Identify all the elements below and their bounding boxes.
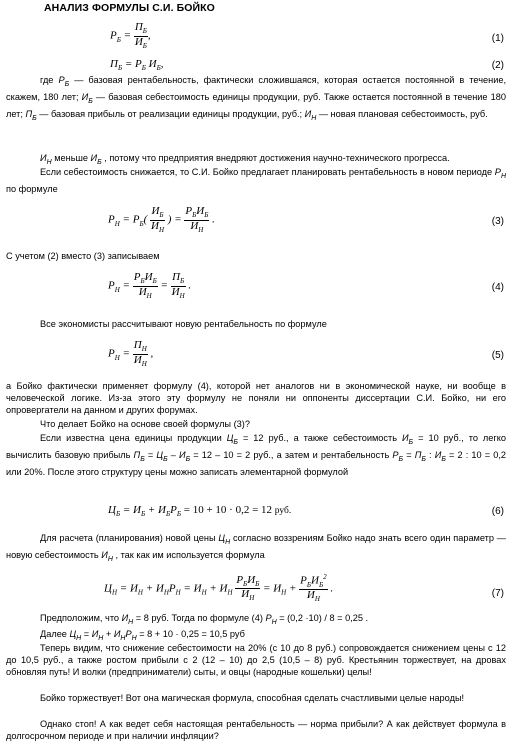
paragraph-14: Однако стоп! А как ведет себя настоящая рентабельность — норма прибыли? А как действует формула в долгосрочном периоде и при наличии инфляции? — [6, 719, 506, 742]
page-title: АНАЛИЗ ФОРМУЛЫ С.И. БОЙКО — [44, 2, 215, 14]
paragraph-10: Предположим, что $И_Н = 8$ руб. Тогда по формуле (4) $Р_Н = (0,2 \cdot 10) / 8 = 0,25$ . — [40, 613, 369, 626]
paragraph-9: Для расчета (планирования) новой цены $Ц_Н$ согласно воззрениям Бойко надо знать всего один параметр — новую себестоимость $И_Н$ , так как им используется формула — [6, 533, 506, 563]
formula-4: $P_Н$ = $\frac{P_БИ_Б}{И_Н}$ = $\frac{П_Б}{И_Н}$ . — [108, 271, 192, 300]
eq-number-5: (5) — [491, 350, 504, 361]
paragraph-11: Далее $Ц_Н = И_Н + И_НР_Н = 8 + 10 \cdot 0,25 = 10,5$ руб — [40, 629, 245, 642]
paragraph-definitions: где $Р_Б$ — базовая рентабельность, фактически сложившаяся, которая остается постоянной в течение, скажем, 180 лет; $И_Б$ — базовая себестоимость единицы продукции, руб. Также остается постоянной в течение 180 лет; $П_Б$ — базовая прибыль от реализации единицы продукции, руб.; $И_Н$ — новая плановая себестоимость, руб. — [6, 75, 506, 122]
formula-2: $П_Б = Р_Б$ $И_Б$, — [110, 58, 164, 73]
paragraph-4: С учетом (2) вместо (3) записываем — [6, 251, 160, 261]
eq-number-3: (3) — [491, 216, 504, 227]
eq-number-7: (7) — [491, 588, 504, 599]
paragraph-8: Если известна цена единицы продукции $Ц_Б = 12$ руб., а также себестоимость $И_Б = 10$ руб., то легко вычислить базовую прибыль $П_Б = Ц_Б - И_Б = 12 - 10 = 2$ руб., а затем и рентабельность $Р_Б = П_Б$ : $И_Б = 2$ : 10 = 0,2 или 20%. После этого структуру цены можно записать элементарной формулой — [6, 433, 507, 478]
formula-6: $Ц_Б = И_Б + И_БР_Б = 10 + 10 \cdot 0,2 = 12$ руб. — [108, 504, 292, 519]
paragraph-5: Все экономисты рассчитывают новую рентабельность по формуле — [40, 319, 327, 329]
paragraph-7: Что делает Бойко на основе своей формулы (3)? — [40, 419, 250, 429]
paragraph-2: $И_Н$ меньше $И_Б$ , потому что предприятия внедряют достижения научно-технического прогресса. — [40, 153, 450, 166]
formula-1: $P_Б$ = $\frac{П_Б}{И_Б}$ , — [110, 21, 151, 50]
paragraph-6: а Бойко фактически применяет формулу (4), которой нет аналогов ни в экономической науке, ни вообще в человеческой логике. Из-за этого эту формулу не поняли ни оппоненты диссертации С.И. Бойко, ни его опровергатели на данном и других форумах. — [6, 381, 506, 416]
paragraph-13: Бойко торжествует! Вот она магическая формула, способная сделать счастливыми целые народы! — [40, 693, 465, 703]
eq-number-2: (2) — [491, 60, 504, 71]
eq-number-4: (4) — [491, 282, 504, 293]
eq-number-6: (6) — [491, 506, 504, 517]
paragraph-3: Если себестоимость снижается, то С.И. Бойко предлагает планировать рентабельность в новом периоде $Р_Н$ по формуле — [6, 167, 506, 195]
formula-3: $P_Н = P_Б$( $\frac{И_Б}{И_Н}$ ) = $\frac{P_БИ_Б}{И_Н}$ . — [108, 205, 215, 234]
formula-7: $Ц_Н = И_Н + И_НР_Н = И_Н + И_Н$ $\frac{P_БИ_Б}{И_Н}$ = $И_Н$ + $\frac{P_БИ_Б^2}{И_Н}$ . — [104, 573, 334, 604]
formula-5: $P_Н$ = $\frac{П_Н}{И_Н}$ , — [108, 339, 154, 368]
eq-number-1: (1) — [491, 33, 504, 44]
paragraph-12: Теперь видим, что снижение себестоимости на 20% (с 10 до 8 руб.) сопровождается снижением цены с 12 до 10,5 руб., а также ростом прибыли с 2 (12 – 10) до 2,5 (10,5 – 8) руб. Крестьянин торжествует, на дровах обновляя путь! И волки (предприниматели) сыты, и овцы (народные кошельки) целы! — [6, 643, 506, 678]
